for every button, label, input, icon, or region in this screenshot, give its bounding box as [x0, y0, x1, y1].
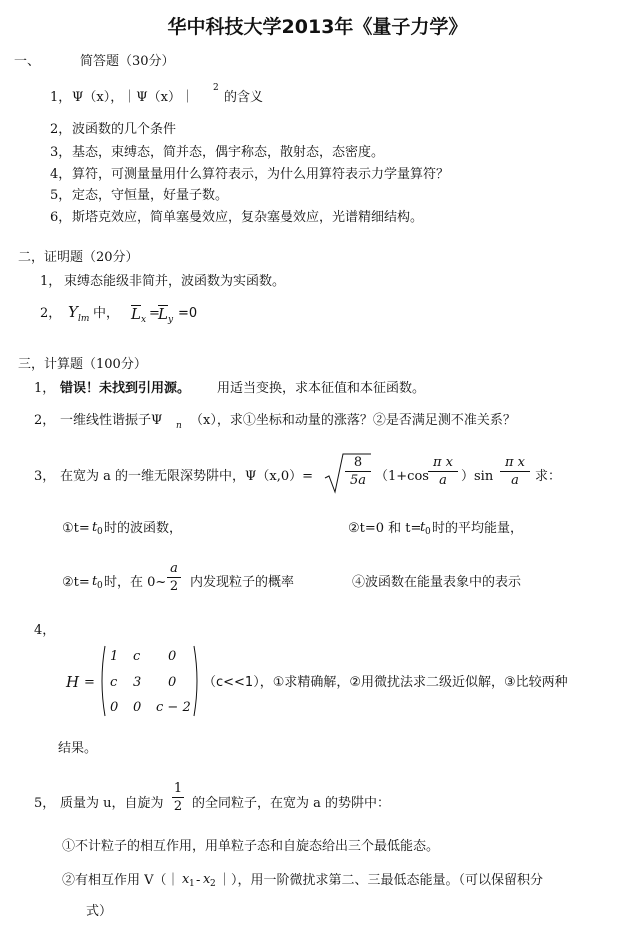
sqrt-fraction: 8 5a: [345, 456, 371, 487]
section-2-label: 二，证明题（20分）: [18, 250, 139, 265]
a-over-2: a 2: [167, 562, 181, 593]
section-3-label: 三，计算题（100分）: [18, 357, 147, 372]
pi-x-over-a-2: π x a: [500, 456, 530, 487]
page-title: 华中科技大学2013年《量子力学》: [167, 16, 468, 38]
pi-x-over-a-1: π x a: [428, 456, 458, 487]
one-half: 1 2: [173, 781, 183, 814]
section-1-label: 一、: [14, 54, 41, 69]
section-1-title: 简答题（30分）: [80, 54, 175, 69]
